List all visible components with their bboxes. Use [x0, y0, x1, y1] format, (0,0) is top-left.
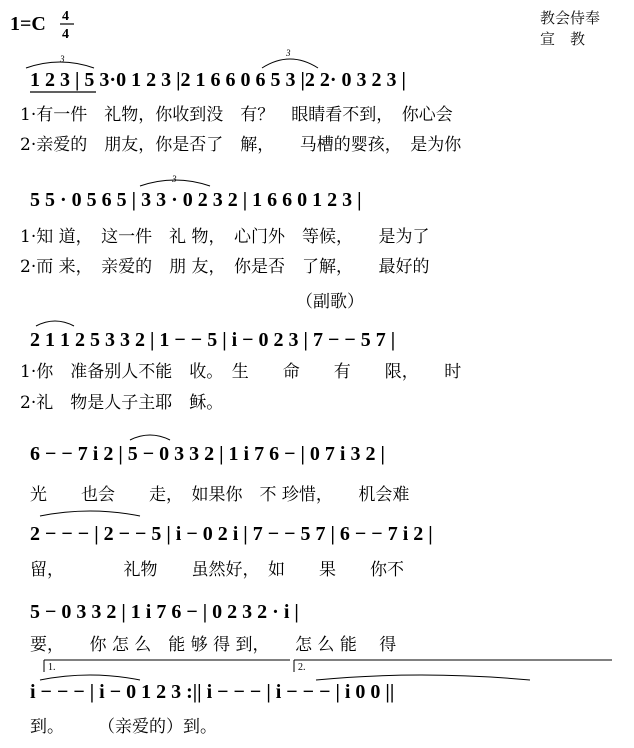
system-2 [20, 174, 430, 277]
lyric-line: 留， 礼物 虽然好， 如 果 你不 [30, 560, 404, 580]
svg-text:3: 3 [172, 174, 177, 184]
notation-line: 2 − − − | 2 − − 5 | i − 0 2 i | 7 − − 5 7 | 6 − − 7 i 2 | [30, 523, 433, 545]
time-signature-top: 4 [62, 9, 69, 24]
notation-line: 5 − 0 3 3 2 | 1 i 7 6 − | 0 2 3 2 · i | [30, 601, 299, 623]
svg-text:3: 3 [286, 48, 291, 58]
lyric-line: 光 也会 走， 如果你 不 珍惜， 机会难 [30, 485, 410, 505]
lyric-verse-2: 2·亲爱的 朋友，你是否了 解， 马槽的婴孩， 是为你 [20, 135, 462, 155]
section-label: （副歌） [296, 292, 364, 312]
notation-line: 5 5 · 0 5 6 5 | 3 3 · 0 2 3 2 | 1 6 6 0 1 2 3 | [30, 189, 362, 211]
system-7 [30, 660, 612, 737]
lyric-verse-1: 1·你 准备别人不能 收。 生 命 有 限， 时 [20, 362, 462, 382]
notation-line: i − − − | i − 0 1 2 3 :|| i − − − | i − − − | i 0 0 || [30, 681, 395, 703]
lyric-line: 要， 你 怎 么 能 够 得 到， 怎 么 能 得 [30, 635, 397, 655]
time-signature-bottom: 4 [62, 27, 69, 42]
credit-line-2: 宣 教 [540, 30, 586, 48]
svg-text:3: 3 [60, 54, 65, 64]
lyric-verse-1: 1·知 道， 这一件 礼 物， 心门外 等候， 是为了 [20, 227, 430, 247]
volta-2: 2. [298, 662, 306, 673]
lyric-verse-2: 2·而 来， 亲爱的 朋 友， 你是否 了解， 最好的 [20, 257, 430, 277]
notation-line: 2 1 1 2 5 3 3 2 | 1 − − 5 | i − 0 2 3 | 7 − − 5 7 | [30, 329, 396, 351]
system-4 [30, 435, 409, 505]
key-signature: 1=C [10, 13, 46, 35]
system-6 [30, 601, 396, 655]
system-1 [20, 48, 462, 155]
notation-line: 1 2 3 | 5 3·0 1 2 3 |2 1 6 6 0 6 5 3 |2 2· 0 3 2 3 | [30, 69, 406, 91]
system-5 [30, 511, 433, 580]
volta-1: 1. [48, 662, 56, 673]
lyric-line: 到。 （亲爱的）到。 [30, 717, 217, 737]
notation-line: 6 − − 7 i 2 | 5 − 0 3 3 2 | 1 i 7 6 − | 0 7 i 3 2 | [30, 443, 385, 465]
lyric-verse-1: 1·有一件 礼物，你收到没 有？ 眼睛看不到， 你心会 [20, 105, 453, 125]
credit-line-1: 教会侍奉 [540, 9, 601, 27]
lyric-verse-2: 2·礼 物是人子主耶 稣。 [20, 393, 224, 413]
system-3 [20, 292, 461, 413]
